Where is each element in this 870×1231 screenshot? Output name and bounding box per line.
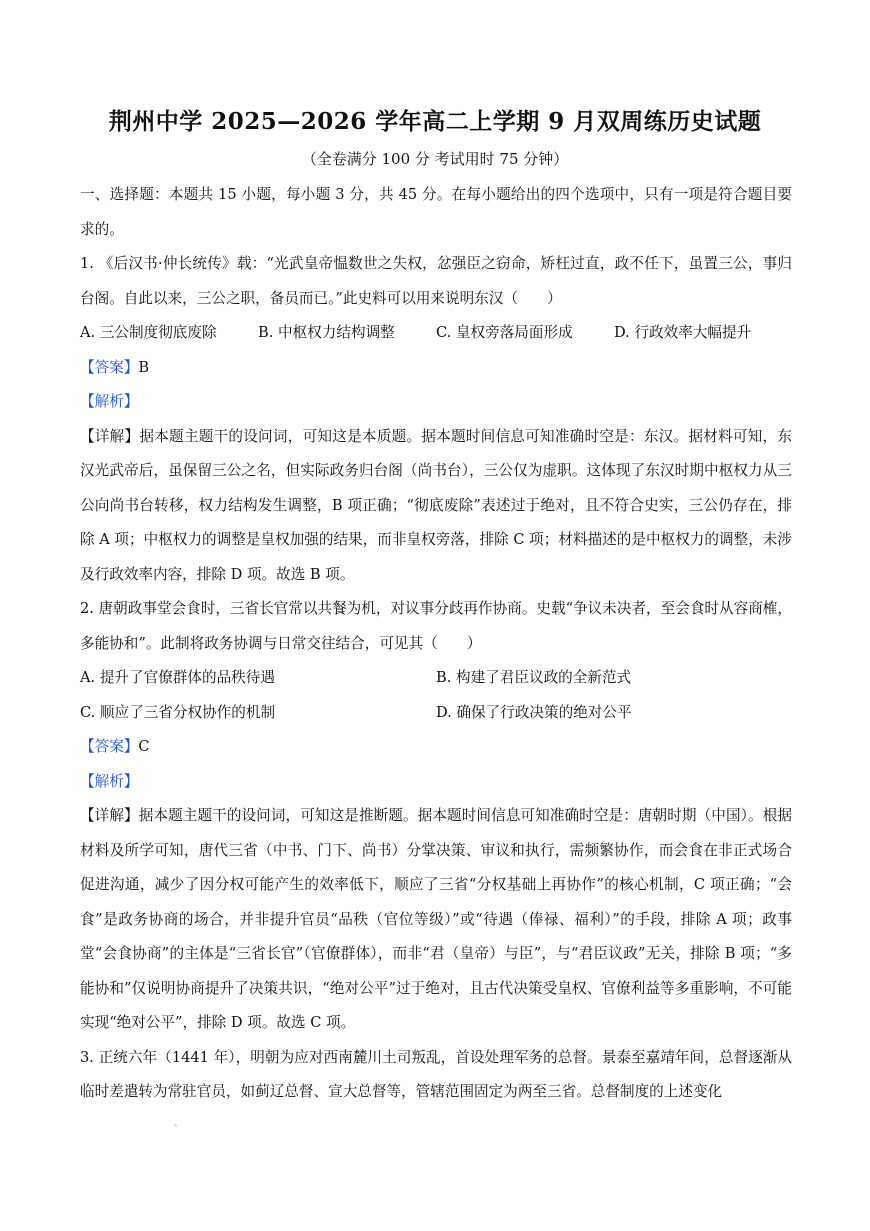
section-instruction: 一、选择题：本题共 15 小题，每小题 3 分，共 45 分。在每小题给出的四个选项中，只有一项是符合题目要求的。 [80,186,792,238]
exam-body [80,178,792,1110]
option-d: D. 确保了行政决策的绝对公平 [436,703,632,721]
option-b: B. 构建了君臣议政的全新范式 [436,669,632,686]
detail-tag: 【详解】 [80,807,139,824]
option-d: D. 行政效率大幅提升 [614,324,752,341]
question-3-stem: 3. 正统六年（1441 年），明朝为应对西南麓川土司叛乱，首设处理军务的总督。景泰至嘉靖年间，总督逐渐从临时差遣转为常驻官员，如蓟辽总督、宣大总督等，管辖范围固定为两至三省。总督制度的上述变化 [80,1048,792,1100]
detail-text: 据本题主题干的设问词，可知这是本质题。据本题时间信息可知准确时空是：东汉。据材料可知，东汉光武帝后，虽保留三公之名，但实际政务归台阁（尚书台），三公仅为虚职。这体现了东汉时期中枢权力从三公向尚书台转移，权力结构发生调整，B 项正确；“彻底废除”表述过于绝对，且不符合史实，三公仍存在，排除 A 项；中枢权力的调整是皇权加强的结果，而非皇权旁落，排除 C 项；材料描述的是中枢权力的调整，未涉及行政效率内容，排除 D 项。故选 B 项。 [80,427,792,583]
question-1-analysis [80,385,792,420]
option-b: B. 中枢权力结构调整 [258,324,395,341]
page-speck [174,1124,177,1127]
question-1-detail [80,420,792,593]
exam-title: 荆州中学 2025—2026 学年高二上学期 9 月双周练历史试题 [108,108,762,135]
analysis-tag: 【解析】 [80,772,139,790]
option-c: C. 顺应了三省分权协作的机制 [80,703,276,721]
question-1-answer [80,351,792,386]
analysis-tag: 【解析】 [80,393,139,410]
question-2-analysis [80,765,792,800]
question-2-answer [80,730,792,765]
exam-subtitle: （全卷满分 100 分 考试用时 75 分钟） [301,150,569,168]
question-1-options [80,316,792,351]
question-2-options [80,661,792,730]
detail-tag: 【详解】 [80,427,140,445]
answer-value: C [138,738,150,755]
option-c: C. 皇权旁落局面形成 [436,324,573,341]
answer-tag: 【答案】 [80,738,139,755]
question-2-detail [80,799,792,1041]
option-a: A. 提升了官僚群体的品秩待遇 [80,669,275,686]
detail-text: 据本题主题干的设问词，可知这是推断题。据本题时间信息可知准确时空是：唐朝时期（中国）。根据材料及所学可知，唐代三省（中书、门下、尚书）分掌决策、审议和执行，需频繁协作，而会食在非正式场合促进沟通，减少了因分权可能产生的效率低下，顺应了三省“分权基础上再协作”的核心机制，C 项正确；“会食”是政务协商的场合，并非提升官员“品秩（官位等级）”或“待遇（俸禄、福利）”的手段，排除 A 项；政事堂“会食协商”的主体是“三省长官”（官僚群体），而非“君（皇帝）与臣”，与“君臣议政”无关，排除 B 项；“多能协和”仅说明协商提升了决策共识，“绝对公平”过于绝对，且古代决策受皇权、官僚利益等多重影响，不可能实现“绝对公平”，排除 D 项。故选 C 项。 [80,807,792,1031]
answer-value: B [138,358,150,376]
question-2-stem: 2. 唐朝政事堂会食时，三省长官常以共餐为机，对议事分歧再作协商。史载“争议未决者，至会食时从容商榷，多能协和”。此制将政务协调与日常交往结合，可见其（ ） [80,600,792,652]
answer-tag: 【答案】 [80,358,139,376]
question-1-stem: 1. 《后汉书·仲长统传》载：“光武皇帝愠数世之失权，忿强臣之窃命，矫枉过直，政不任下，虽置三公，事归台阁。自此以来，三公之职，备员而已。”此史料可以用来说明东汉（ ） [80,255,792,307]
option-a: A. 三公制度彻底废除 [80,324,217,341]
